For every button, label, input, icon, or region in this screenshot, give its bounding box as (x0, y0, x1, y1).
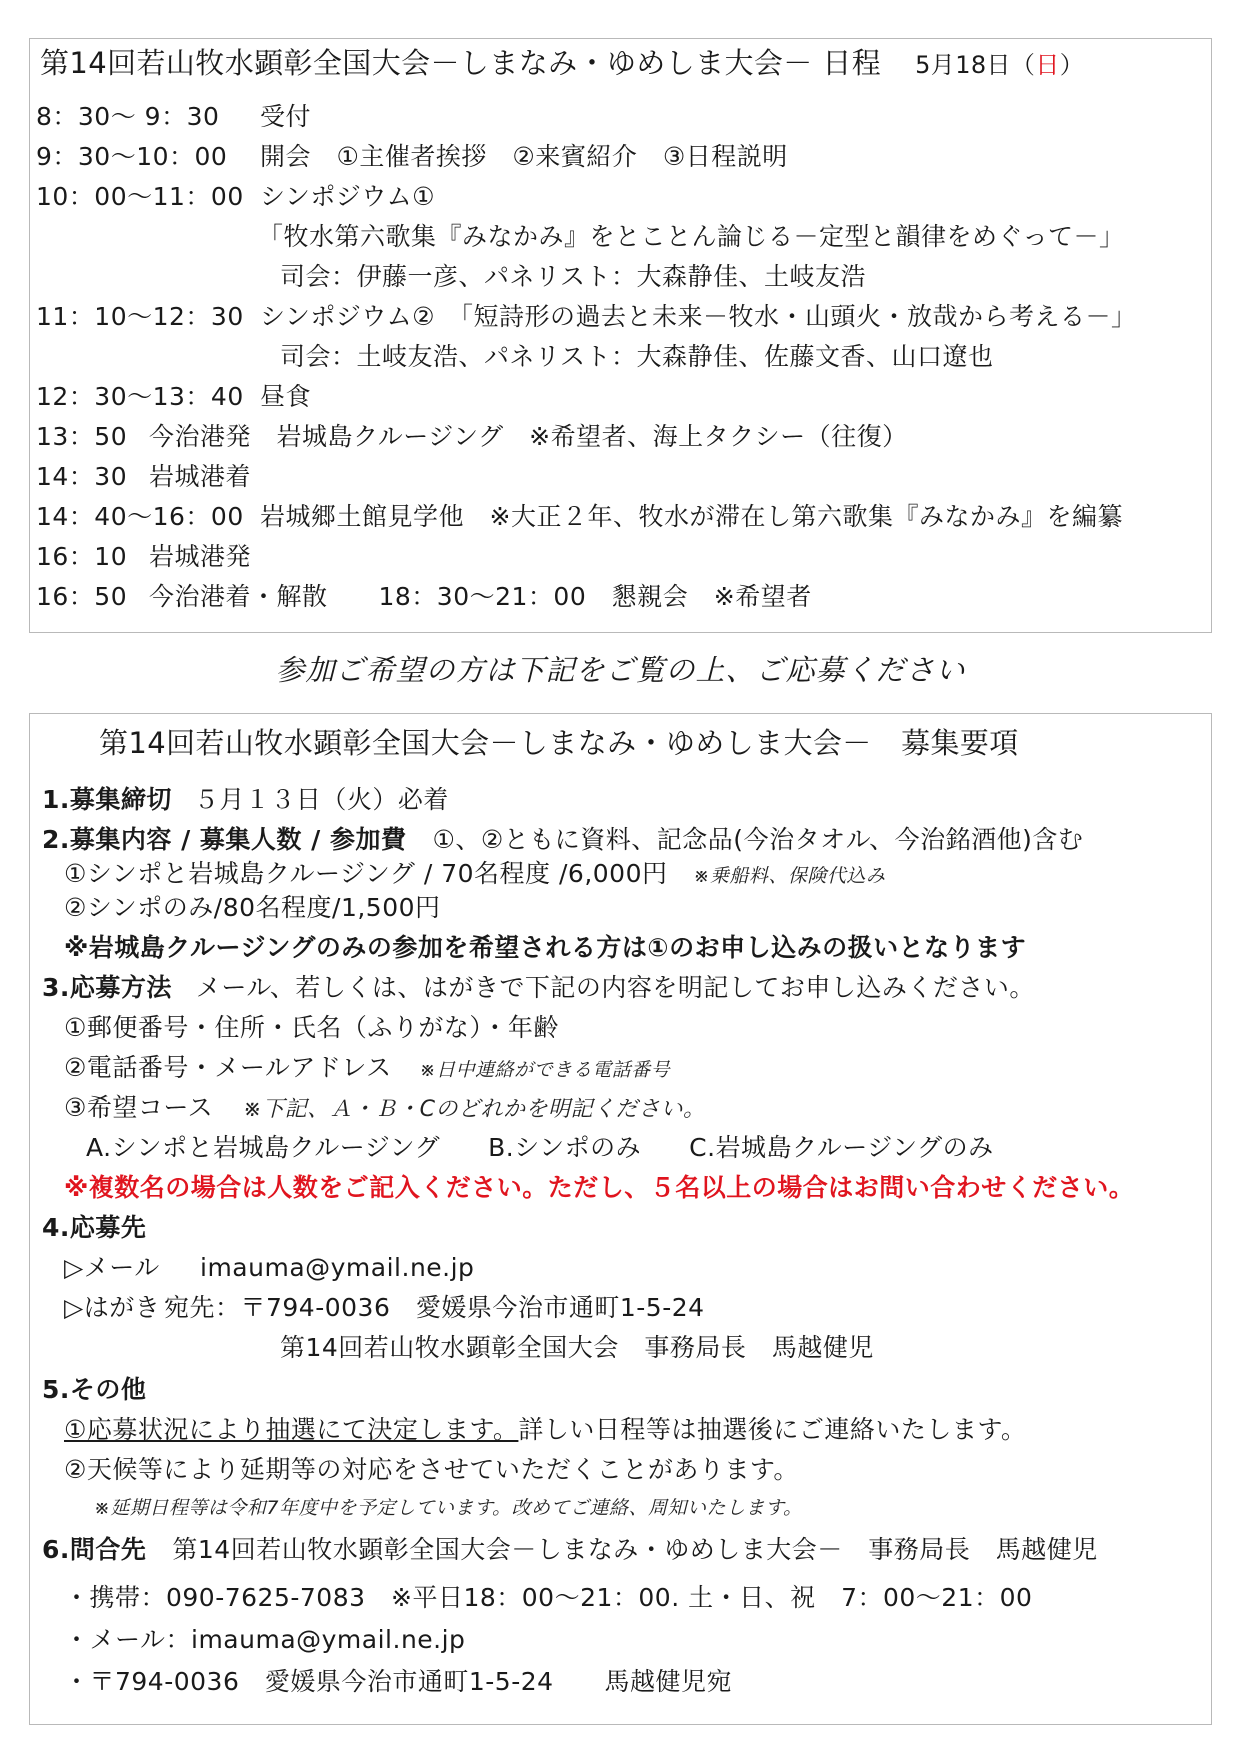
cruise-only-note: ※岩城島クルージングのみの参加を希望される方は①のお申し込みの扱いとなります (64, 933, 1027, 962)
symposium1-topic: 「牧水第六歌集『みなかみ』をとことん論じる－定型と韻律をめぐって－」 (258, 222, 1125, 251)
schedule-row: 14：40～16：00 岩城郷土館見学他 ※大正２年、牧水が滞在し第六歌集『みなかみ』を編纂 (36, 502, 1123, 531)
course-a: A.シンポと岩城島クルージング (86, 1133, 441, 1162)
schedule-row: 10：00～11：00 シンポジウム① (36, 182, 436, 211)
symposium1-panel: 司会：伊藤一彦、パネリスト：大森静佳、土岐友浩 (280, 262, 867, 291)
method-item-1: ①郵便番号・住所・氏名（ふりがな）・年齢 (64, 1013, 559, 1042)
apply-email: ▷メール imauma@ymail.ne.jp (64, 1253, 475, 1282)
schedule-row: 14：30 岩城港着 (36, 462, 252, 491)
course-c: C.岩城島クルージングのみ (689, 1133, 994, 1162)
other-item-2: ②天候等により延期等の対応をさせていただくことがあります。 (64, 1455, 799, 1484)
contact-heading: 6.問合先 (42, 1535, 147, 1564)
content-heading: 2.募集内容 / 募集人数 / 参加費 (42, 825, 407, 854)
group-warning: ※複数名の場合は人数をご記入ください。ただし、５名以上の場合はお問い合わせください。 (64, 1173, 1135, 1202)
schedule-title: 第14回若山牧水顕彰全国大会－しまなみ・ゆめしま大会－ 日程 (40, 46, 882, 80)
method-heading: 3.応募方法 (42, 973, 172, 1002)
schedule-row: 16：50 今治港着・解散 18：30～21：00 懇親会 ※希望者 (36, 582, 812, 611)
schedule-date-day: 日 (1035, 51, 1060, 79)
other-item-1: ①応募状況により抽選にて決定します。詳しい日程等は抽選後にご連絡いたします。 (64, 1415, 1027, 1444)
other-item-2-note: ※延期日程等は令和7年度中を予定しています。改めてご連絡、周知いたします。 (94, 1497, 803, 1519)
schedule-date: 5月18日（日） (915, 51, 1085, 79)
contact-address: ・〒794-0036 愛媛県今治市通町1-5-24 馬越健児宛 (64, 1667, 733, 1696)
other-heading: 5.その他 (42, 1375, 147, 1404)
apply-postcard: ▷はがき 宛先：〒794-0036 愛媛県今治市通町1-5-24 (64, 1293, 705, 1322)
plan-2: ②シンポのみ/80名程度/1,500円 (64, 893, 441, 922)
schedule-row: 16：10 岩城港発 (36, 542, 252, 571)
method-section: 3.応募方法 メール、若しくは、はがきで下記の内容を明記してお申し込みください。 (42, 973, 1035, 1002)
schedule-row: 13：50 今治港発 岩城島クルージング ※希望者、海上タクシー（往復） (36, 422, 908, 451)
schedule-row: 9：30～10：00 開会 ①主催者挨拶 ②来賓紹介 ③日程説明 (36, 142, 788, 171)
contact-section: 6.問合先 第14回若山牧水顕彰全国大会－しまなみ・ゆめしま大会－ 事務局長 馬越健児 (42, 1535, 1098, 1564)
plan-1: ①シンポと岩城島クルージング / 70名程度 /6,000円 ※乗船料、保険代込み (64, 859, 885, 891)
recruitment-title: 第14回若山牧水顕彰全国大会－しまなみ・ゆめしま大会－ 募集要項 (99, 726, 1019, 760)
method-item-2: ②電話番号・メールアドレス ※日中連絡ができる電話番号 (64, 1053, 671, 1082)
apply-to-heading: 4.応募先 (42, 1213, 147, 1242)
content-section: 2.募集内容 / 募集人数 / 参加費 ①、②ともに資料、記念品(今治タオル、今治銘酒他)含む (42, 825, 1084, 854)
course-b: B.シンポのみ (488, 1133, 642, 1162)
contact-email: ・メール：imauma@ymail.ne.jp (64, 1625, 466, 1654)
contact-phone: ・携帯：090-7625-7083 ※平日18：00～21：00. 土・日、祝 7：00～21：00 (64, 1583, 1033, 1612)
schedule-heading (40, 48, 1084, 80)
schedule-row: 12：30～13：40 昼食 (36, 382, 312, 411)
apply-email-address: imauma@ymail.ne.jp (200, 1253, 475, 1282)
symposium2-panel: 司会：土岐友浩、パネリスト：大森静佳、佐藤文香、山口遼也 (280, 342, 994, 371)
application-notice: 参加ご希望の方は下記をご覧の上、ご応募ください (275, 653, 966, 687)
schedule-row: 11：10～12：30 シンポジウム② 「短詩形の過去と未来－牧水・山頭火・放哉から考える－」 (36, 302, 1137, 331)
deadline-value: ５月１３日（火）必着 (193, 785, 449, 814)
apply-postcard-name: 第14回若山牧水顕彰全国大会 事務局長 馬越健児 (280, 1333, 874, 1362)
deadline-section (42, 785, 449, 815)
method-item-3: ③希望コース ※下記、Ａ・Ｂ・Cのどれかを明記ください。 (64, 1093, 706, 1122)
course-options (86, 1133, 994, 1163)
schedule-row: 8：30～ 9：30 受付 (36, 102, 312, 131)
plan-1-note: ※乗船料、保険代込み (693, 865, 886, 887)
deadline-heading: 1.募集締切 (42, 785, 172, 814)
